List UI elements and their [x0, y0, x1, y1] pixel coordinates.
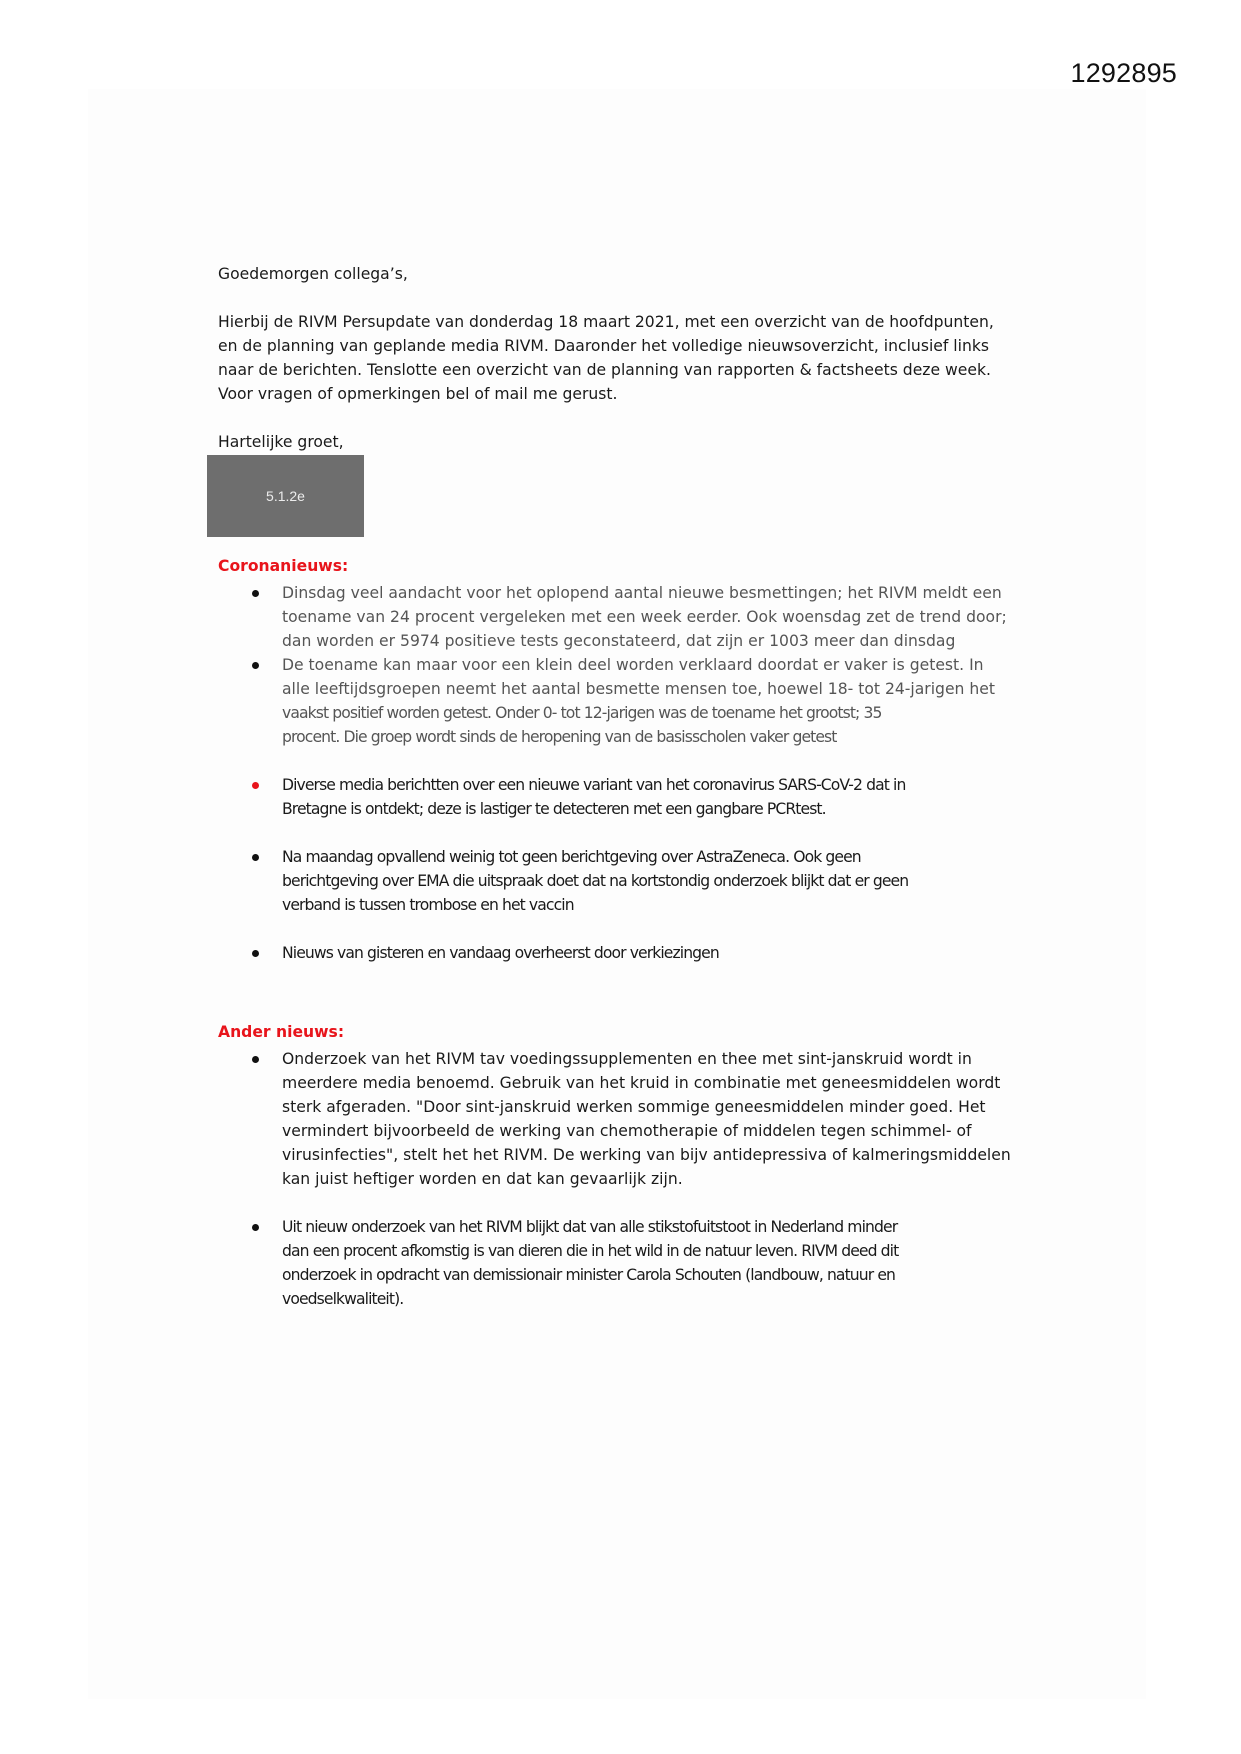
- ander-nieuws-list: [248, 1047, 1038, 1311]
- red-bullet-icon: [252, 782, 259, 789]
- section-heading-ander-nieuws: Ander nieuws:: [218, 1023, 345, 1041]
- bullet-icon: [252, 662, 259, 669]
- intro-line: naar de berichten. Tenslotte een overzicht van de planning van rapporten & factsheets deze week.: [218, 361, 991, 379]
- coronanieuws-list: [248, 581, 1038, 965]
- bullet-icon: [252, 854, 259, 861]
- list-item: Diverse media berichtten over een nieuwe variant van het coronavirus SARS-CoV-2 dat in Bretagne is ontdekt; deze is lastiger te detecteren met een gangbare PCRtest.: [248, 773, 1038, 821]
- intro-paragraph: [218, 310, 1038, 406]
- list-item: Na maandag opvallend weinig tot geen berichtgeving over AstraZeneca. Ook geen berichtgeving over EMA die uitspraak doet dat na kortstondig onderzoek blijkt dat er geen verband is tussen trombose en het vaccin: [248, 845, 1038, 917]
- redaction-label: 5.1.2e: [266, 488, 305, 504]
- list-item: Onderzoek van het RIVM tav voedingssupplementen en thee met sint-janskruid wordt in meerdere media benoemd. Gebruik van het kruid in combinatie met geneesmiddelen wordt sterk afgeraden. "Door sint-janskruid werken sommige geneesmiddelen minder goed. Het vermindert bijvoorbeeld de werking van chemotherapie of middelen tegen schimmel- of virusinfecties", stelt het het RIVM. De werking van bijv antidepressiva of kalmeringsmiddelen kan juist heftiger worden en dat kan gevaarlijk zijn.: [248, 1047, 1038, 1191]
- document-id-number: 1292895: [1070, 58, 1177, 88]
- list-item: De toename kan maar voor een klein deel worden verklaard doordat er vaker is getest. In alle leeftijdsgroepen neemt het aantal besmette mensen toe, hoewel 18- tot 24-jarigen het vaakst positief worden getest. Onder 0- tot 12-jarigen was de toename het grootst; 35 procent. Die groep wordt sinds de heropening van de basisscholen vaker getest: [248, 653, 1038, 749]
- closing-line: Hartelijke groet,: [218, 433, 344, 451]
- intro-line: en de planning van geplande media RIVM. Daaronder het volledige nieuwsoverzicht, inclusief links: [218, 337, 990, 355]
- intro-line: Hierbij de RIVM Persupdate van donderdag 18 maart 2021, met een overzicht van de hoofdpunten,: [218, 313, 994, 331]
- bullet-icon: [252, 1056, 259, 1063]
- bullet-icon: [252, 590, 259, 597]
- list-item: Nieuws van gisteren en vandaag overheerst door verkiezingen: [248, 941, 1038, 965]
- greeting: Goedemorgen collega’s,: [218, 265, 408, 283]
- bullet-icon: [252, 950, 259, 957]
- list-item: Dinsdag veel aandacht voor het oplopend aantal nieuwe besmettingen; het RIVM meldt een toename van 24 procent vergeleken met een week eerder. Ook woensdag zet de trend door; dan worden er 5974 positieve tests geconstateerd, dat zijn er 1003 meer dan dinsdag: [248, 581, 1038, 653]
- section-heading-coronanieuws: Coronanieuws:: [218, 557, 349, 575]
- list-item: Uit nieuw onderzoek van het RIVM blijkt dat van alle stikstofuitstoot in Nederland minder dan een procent afkomstig is van dieren die in het wild in de natuur leven. RIVM deed dit onderzoek in opdracht van demissionair minister Carola Schouten (landbouw, natuur en voedselkwaliteit).: [248, 1215, 1038, 1311]
- bullet-icon: [252, 1224, 259, 1231]
- intro-line: Voor vragen of opmerkingen bel of mail me gerust.: [218, 385, 618, 403]
- redacted-signature-block: [207, 455, 364, 537]
- email-body: [218, 262, 1038, 454]
